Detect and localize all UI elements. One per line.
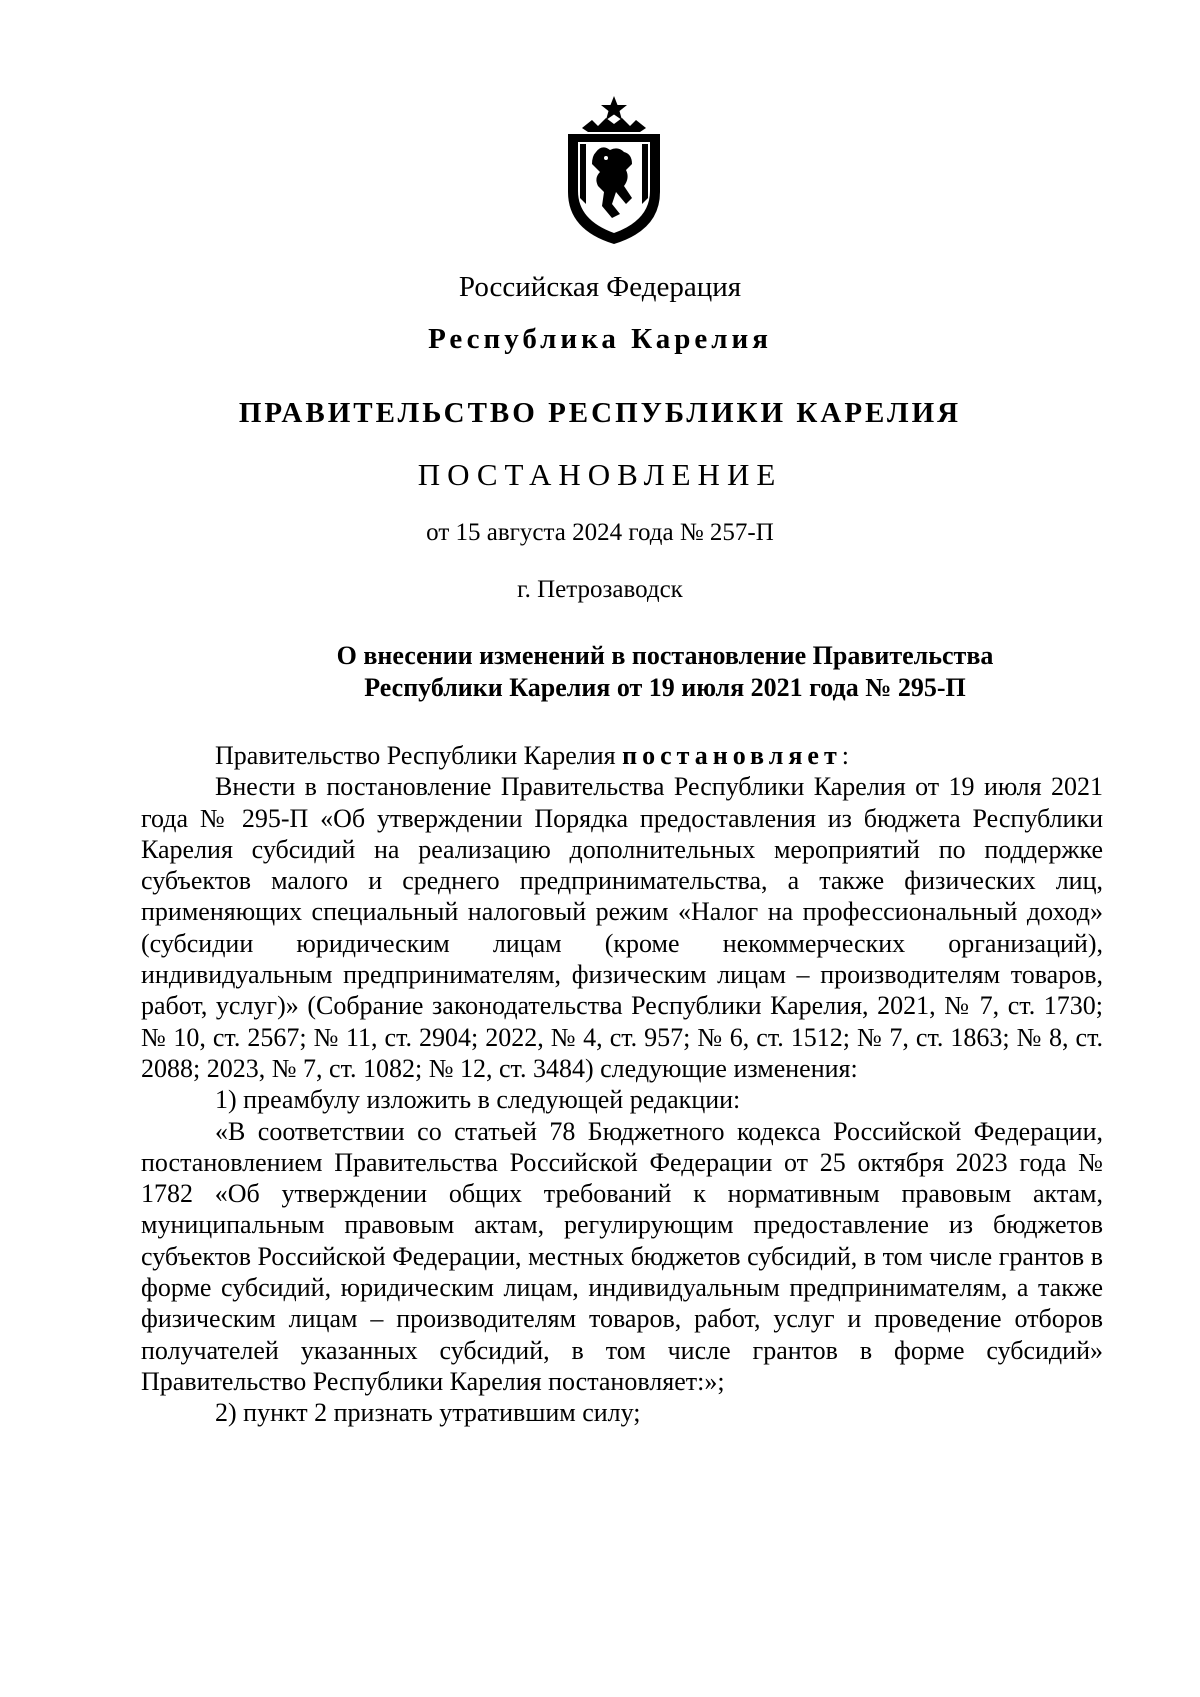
document-date-number: от 15 августа 2024 года № 257-П — [426, 519, 774, 546]
paragraph-preamble-text: «В соответствии со статьей 78 Бюджетного кодекса Российской Федерации, постановлением Правительства Российской Федерации от 25 октября 2023 года № 1782 «Об утверждении общих требований к нормативным правовым актам, муниципальным правовым актам, регулирующим предоставление из бюджетов субъектов Российской Федерации, местных бюджетов субсидий, в том числе грантов в форме субсидий, юридическим лицам, индивидуальным предпринимателям, а также физическим лицам – производителям товаров, работ, услуг и проведение отборов получателей указанных субсидий, в том числе грантов в форме субсидий» Правительство Республики Карелия постановляет:»; — [141, 1116, 1103, 1396]
republic-name: Республика Карелия — [428, 323, 772, 355]
intro-lead: Правительство Республики Карелия — [215, 741, 623, 770]
subject-line-1: О внесении изменений в постановление Правительства — [336, 641, 994, 670]
intro-verb: постановляет — [622, 741, 842, 770]
document-body — [141, 740, 1103, 1429]
country-name: Российская Федерация — [458, 271, 742, 303]
document-type: ПОСТАНОВЛЕНИЕ — [417, 457, 783, 492]
intro-end: : — [841, 741, 849, 770]
city-name: г. Петрозаводск — [517, 576, 683, 603]
paragraph-item-1: 1) преамбулу изложить в следующей редакции: — [215, 1085, 741, 1115]
paragraph-item-2: 2) пункт 2 признать утратившим силу; — [215, 1398, 641, 1428]
document-subject — [300, 640, 1030, 704]
subject-line-2: Республики Карелия от 19 июля 2021 года № 295-П — [364, 673, 966, 702]
karelia-coat-of-arms-icon — [562, 94, 666, 246]
intro-paragraph — [141, 740, 1103, 771]
government-title: ПРАВИТЕЛЬСТВО РЕСПУБЛИКИ КАРЕЛИЯ — [238, 397, 962, 429]
paragraph-amendments: Внести в постановление Правительства Республики Карелия от 19 июля 2021 года № 295-П «Об утверждении Порядка предоставления из бюджета Республики Карелия субсидий на реализацию дополнительных мероприятий по поддержке субъектов малого и среднего предпринимательства, а также физических лиц, применяющих специальный налоговый режим «Налог на профессиональный доход» (субсидии юридическим лицам (кроме некоммерческих организаций), индивидуальным предпринимателям, физическим лицам – производителям товаров, работ, услуг)» (Собрание законодательства Республики Карелия, 2021, № 7, ст. 1730; № 10, ст. 2567; № 11, ст. 2904; 2022, № 4, ст. 957; № 6, ст. 1512; № 7, ст. 1863; № 8, ст. 2088; 2023, № 7, ст. 1082; № 12, ст. 3484) следующие изменения: — [141, 772, 1103, 1083]
